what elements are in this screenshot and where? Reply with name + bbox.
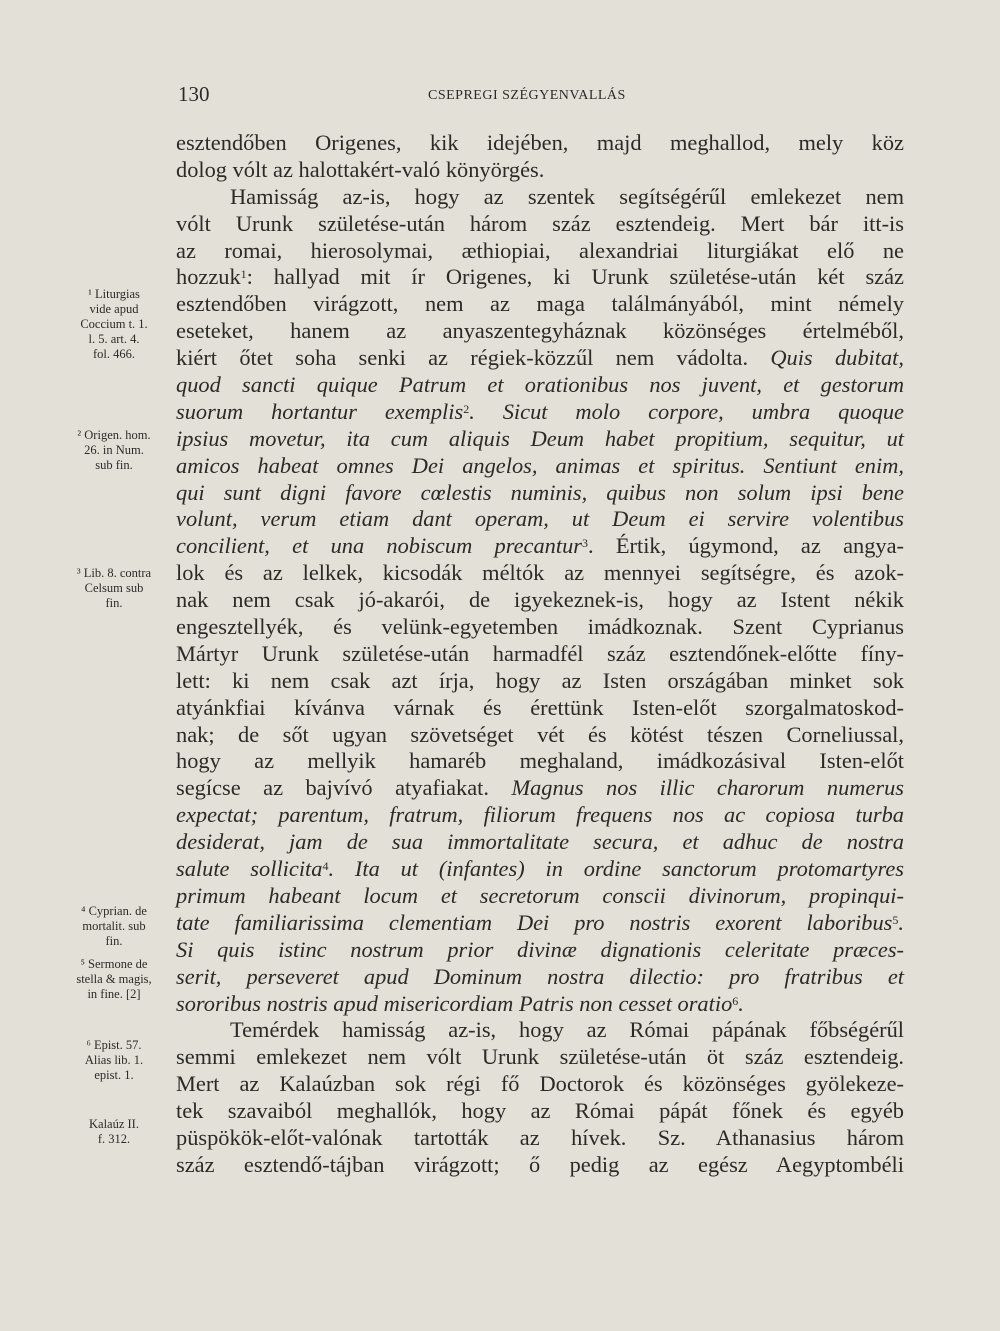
- margin-note-line: fol. 466.: [92, 347, 135, 361]
- margin-note-7: [58, 1117, 170, 1147]
- text-segment: semmi emlekezet nem vólt Urunk születése-után öt száz esztendeig.: [176, 1044, 904, 1070]
- text-line: [176, 480, 904, 507]
- text-line: [176, 910, 904, 937]
- margin-note-line: ² Origen. hom.: [77, 428, 151, 442]
- text-line: [176, 291, 904, 318]
- text-line: [176, 533, 904, 560]
- text-segment: quod sancti quique Patrum et orationibus nos juvent, et gestorum: [176, 372, 904, 398]
- text-line: [176, 372, 904, 399]
- text-line: [176, 775, 904, 802]
- text-segment: száz esztendő-tájban virágzott; ő pedig az egész Aegyptombéli: [176, 1151, 904, 1177]
- text-line: [176, 130, 904, 157]
- margin-note-line: fin.: [105, 596, 123, 610]
- margin-note-line: f. 312.: [97, 1132, 131, 1146]
- text-segment: salute sollicita: [176, 856, 323, 882]
- text-line: [176, 453, 904, 480]
- text-line: [176, 937, 904, 964]
- margin-note-line: ⁵ Sermone de: [80, 957, 148, 971]
- margin-note-line: stella & magis,: [76, 972, 152, 986]
- margin-note-line: Coccium t. 1.: [80, 317, 148, 331]
- text-segment: Quis dubitat,: [770, 345, 904, 371]
- text-segment: Si quis istinc nostrum prior divinæ dignationis celeritate præces-: [176, 936, 904, 962]
- text-segment: Magnus nos illic charorum numerus: [511, 775, 904, 801]
- text-segment: tate familiarissima clementiam Dei pro nostris exorent laboribus: [176, 909, 893, 935]
- margin-note-4: [58, 904, 170, 949]
- main-text: [176, 130, 904, 1179]
- margin-note-6: [58, 1038, 170, 1083]
- text-segment: qui sunt digni favore cœlestis numinis, quibus non solum ipsi bene: [176, 479, 904, 505]
- page-number: 130: [178, 82, 210, 106]
- text-line: [176, 506, 904, 533]
- text-segment: . Sicut molo corpore, umbra quoque: [469, 398, 904, 424]
- text-segment: volunt, verum etiam dant operam, ut Deum ei servire volentibus: [176, 506, 904, 532]
- text-segment: Mártyr Urunk születése-után harmadfél száz esztendőnek-előtte fíny-: [176, 640, 904, 666]
- text-line: [176, 829, 904, 856]
- text-line: [176, 668, 904, 695]
- text-line: [176, 238, 904, 265]
- footnote-ref: 1: [240, 267, 247, 282]
- margin-note-line: l. 5. art. 4.: [88, 332, 140, 346]
- text-line: [176, 1044, 904, 1071]
- text-segment: nak; de sőt ugyan szövetséget vét és kötést tészen Corneliussal,: [176, 721, 904, 747]
- text-line: [176, 426, 904, 453]
- text-segment: Temérdek hamisság az-is, hogy az Római pápának főbségérűl: [230, 1017, 904, 1043]
- text-segment: püspökök-előt-valónak tartották az hívek. Sz. Athanasius három: [176, 1124, 904, 1150]
- text-line: [176, 318, 904, 345]
- margin-note-line: Kalaúz II.: [89, 1117, 139, 1131]
- text-line: [176, 399, 904, 426]
- footnote-ref: 4: [322, 859, 329, 874]
- text-segment: suorum hortantur exemplis: [176, 398, 464, 424]
- text-line: [176, 748, 904, 775]
- text-segment: lett: ki nem csak azt írja, hogy az Isten országában minket sok: [176, 667, 904, 693]
- margin-note-line: sub fin.: [95, 458, 133, 472]
- text-line: [176, 211, 904, 238]
- text-segment: eseteket, hanem az anyaszentegyháznak közönséges értelméből,: [176, 318, 904, 344]
- text-segment: kiért őtet soha senki az régiek-közzűl nem vádolta.: [176, 345, 771, 371]
- text-segment: esztendőben virágzott, nem az maga találmányából, mint némely: [176, 291, 904, 317]
- text-segment: .: [898, 909, 904, 935]
- text-line: [176, 964, 904, 991]
- footnote-ref: 2: [463, 401, 470, 416]
- margin-note-line: epist. 1.: [94, 1068, 134, 1082]
- text-segment: .: [738, 990, 744, 1016]
- text-line: [176, 641, 904, 668]
- running-head: CSEPREGI SZÉGYENVALLÁS: [428, 88, 626, 103]
- text-segment: Mert az Kalaúzban sok régi fő Doctorok és közönséges gyölekeze-: [176, 1071, 904, 1097]
- text-segment: az romai, hierosolymai, æthiopiai, alexandriai liturgiákat elő ne: [176, 237, 904, 263]
- text-line: [176, 1071, 904, 1098]
- text-line: [176, 991, 904, 1018]
- text-segment: esztendőben Origenes, kik idejében, majd meghallod, mely köz: [176, 130, 904, 155]
- text-segment: engesztellyék, és velünk-egyetemben imádkoznak. Szent Cyprianus: [176, 614, 904, 640]
- footnote-ref: 5: [892, 912, 899, 927]
- text-segment: primum habeant locum et secretorum conscii divinorum, propinqui-: [176, 882, 904, 908]
- margin-note-line: in fine. [2]: [87, 987, 141, 1001]
- margin-note-line: ⁴ Cyprian. de: [81, 904, 147, 918]
- text-line: [176, 722, 904, 749]
- text-segment: hozzuk: [176, 264, 241, 290]
- margin-note-line: fin.: [105, 934, 123, 948]
- text-line: [176, 1152, 904, 1179]
- text-segment: nak nem csak jó-akarói, de igyekeznek-is, hogy az Istent nékik: [176, 587, 904, 613]
- page-header: [0, 82, 1000, 112]
- text-segment: . Ita ut (infantes) in ordine sanctorum protomartyres: [328, 856, 904, 882]
- margin-note-line: Alias lib. 1.: [84, 1053, 144, 1067]
- margin-note-line: 26. in Num.: [84, 443, 144, 457]
- footnote-ref: 6: [732, 993, 739, 1008]
- text-segment: Hamisság az-is, hogy az szentek segítségérűl emlekezet nem: [230, 183, 904, 209]
- text-line: [176, 184, 904, 211]
- margin-note-5: [58, 957, 170, 1002]
- text-line: [176, 614, 904, 641]
- text-segment: : hallyad mit ír Origenes, ki Urunk születése-után két száz: [246, 264, 904, 290]
- text-segment: segícse az bajvívó atyafiakat.: [176, 775, 512, 801]
- text-line: [176, 587, 904, 614]
- text-line: [176, 560, 904, 587]
- text-segment: hogy az mellyik hamaréb meghaland, imádkozásival Isten-előt: [176, 748, 904, 774]
- text-segment: expectat; parentum, fratrum, filiorum frequens nos ac copiosa turba: [176, 802, 904, 828]
- text-segment: concilient, et una nobiscum precantur: [176, 533, 582, 559]
- margin-note-line: vide apud: [89, 302, 139, 316]
- margin-note-line: mortalit. sub: [82, 919, 146, 933]
- text-segment: ipsius movetur, ita cum aliquis Deum habet propitium, sequitur, ut: [176, 425, 904, 451]
- text-line: [176, 264, 904, 291]
- text-line: [176, 883, 904, 910]
- text-segment: vólt Urunk születése-után három száz esztendeig. Mert bár itt-is: [176, 210, 904, 236]
- text-segment: atyánkfiai kívánva várnak és érettünk Isten-előt szorgalmatoskod-: [176, 694, 904, 720]
- text-line: [176, 1125, 904, 1152]
- text-segment: lok és az lelkek, kicsodák méltók az mennyei segítségre, és azok-: [176, 560, 904, 586]
- margin-note-line: Celsum sub: [84, 581, 144, 595]
- text-line: [176, 802, 904, 829]
- text-segment: sororibus nostris apud misericordiam Patris non cesset oratio: [176, 990, 733, 1016]
- text-segment: desiderat, jam de sua immortalitate secura, et adhuc de nostra: [176, 829, 904, 855]
- text-line: [176, 1098, 904, 1125]
- text-line: [176, 695, 904, 722]
- text-segment: amicos habeat omnes Dei angelos, animas et spiritus. Sentiunt enim,: [176, 452, 904, 478]
- margin-note-3: [58, 566, 170, 611]
- margin-note-line: ¹ Liturgias: [88, 287, 140, 301]
- footnote-ref: 3: [581, 536, 588, 551]
- text-line: [176, 157, 904, 184]
- text-segment: serit, perseveret apud Dominum nostra dilectio: pro fratribus et: [176, 963, 904, 989]
- margin-note-2: [58, 428, 170, 473]
- text-segment: dolog vólt az halottakért-való könyörgés.: [176, 156, 545, 182]
- text-line: [176, 345, 904, 372]
- text-segment: tek szavaiból meghallók, hogy az Római pápát főnek és egyéb: [176, 1098, 904, 1124]
- text-line: [176, 1017, 904, 1044]
- text-segment: . Értik, úgymond, az angya-: [587, 533, 904, 559]
- text-line: [176, 856, 904, 883]
- margin-note-line: ³ Lib. 8. contra: [76, 566, 152, 580]
- margin-note-line: ⁶ Epist. 57.: [86, 1038, 142, 1052]
- margin-note-1: [58, 287, 170, 362]
